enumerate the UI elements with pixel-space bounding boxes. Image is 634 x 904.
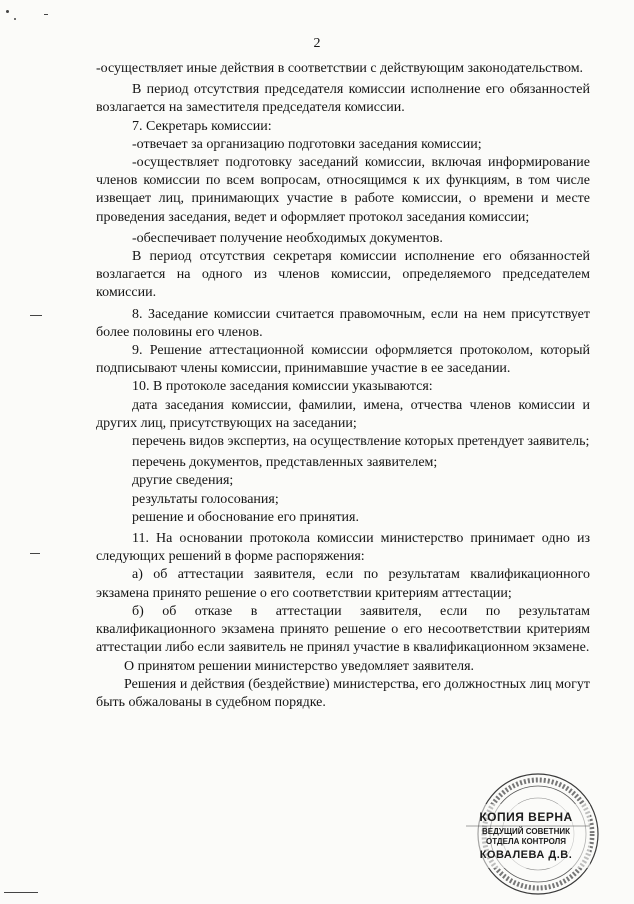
paragraph: В период отсутствия секретаря комиссии исполнение его обязанностей возлагается на одного из членов комиссии, определяемого председателем комиссии. — [96, 249, 590, 301]
scan-speck — [44, 14, 48, 15]
edge-mark — [4, 892, 38, 893]
paragraph: перечень документов, представленных заявителем; — [132, 455, 438, 471]
paragraph: результаты голосования; — [132, 491, 279, 507]
paragraph: -отвечает за организацию подготовки заседания комиссии; — [132, 136, 482, 152]
scan-speck — [6, 10, 9, 13]
scan-speck — [14, 18, 16, 20]
paragraph: б) об отказе в аттестации заявителя, если по результатам квалификационного экзамена принято решение о его несоответствии критериям аттестации либо если заявитель не принял участие в квалификационном экзамене. — [96, 603, 590, 656]
punch-mark — [30, 553, 40, 554]
paragraph: -обеспечивает получение необходимых документов. — [132, 230, 443, 246]
paragraph: В период отсутствия председателя комиссии исполнение его обязанностей возлагается на заместителя председателя комиссии. — [96, 82, 590, 116]
section-heading: 7. Секретарь комиссии: — [132, 118, 272, 134]
section-heading: 10. В протоколе заседания комиссии указываются: — [132, 379, 433, 395]
document-body — [96, 60, 590, 712]
paragraph: 11. На основании протокола комиссии министерство принимает одно из следующих решений в форме распоряжения: — [96, 531, 590, 565]
paragraph: перечень видов экспертиз, на осуществление которых претендует заявитель; — [132, 434, 590, 450]
page-number: 2 — [313, 36, 321, 51]
certification-stamp — [458, 768, 608, 898]
stamp-line: КОПИЯ ВЕРНА — [479, 810, 573, 824]
paragraph: -осуществляет подготовку заседаний комиссии, включая информирование членов комиссии по всем вопросам, относящимся к их функциям, в том числе извещает лиц, принимающих участие в работе комиссии, о времени и месте проведения заседания, ведет и оформляет протокол заседания комиссии; — [96, 155, 590, 225]
paragraph: О принятом решении министерство уведомляет заявителя. — [124, 658, 475, 674]
stamp-line: ВЕДУЩИЙ СОВЕТНИК — [482, 827, 570, 836]
paragraph: дата заседания комиссии, фамилии, имена, отчества членов комиссии и других лиц, присутствующих на заседании; — [96, 397, 590, 431]
paragraph: 9. Решение аттестационной комиссии оформляется протоколом, который подписывают члены комиссии, принимавшие участие в ее заседании. — [96, 343, 590, 377]
stamp-line: КОВАЛЕВА Д.В. — [479, 849, 573, 861]
punch-mark — [30, 315, 42, 316]
stamp-line: ОТДЕЛА КОНТРОЛЯ — [486, 837, 566, 846]
paragraph: решение и обоснование его принятия. — [132, 509, 359, 525]
paragraph: -осуществляет иные действия в соответствии с действующим законодательством. — [96, 61, 584, 76]
paragraph: а) об аттестации заявителя, если по результатам квалификационного экзамена принято решение о его соответствии критериям аттестации; — [96, 567, 590, 601]
stamp-text — [466, 810, 586, 861]
paragraph: 8. Заседание комиссии считается правомочным, если на нем присутствует более половины его членов. — [96, 306, 590, 340]
paragraph: Решения и действия (бездействие) министерства, его должностных лиц могут быть обжалованы в судебном порядке. — [96, 676, 590, 710]
paragraph: другие сведения; — [132, 473, 234, 489]
